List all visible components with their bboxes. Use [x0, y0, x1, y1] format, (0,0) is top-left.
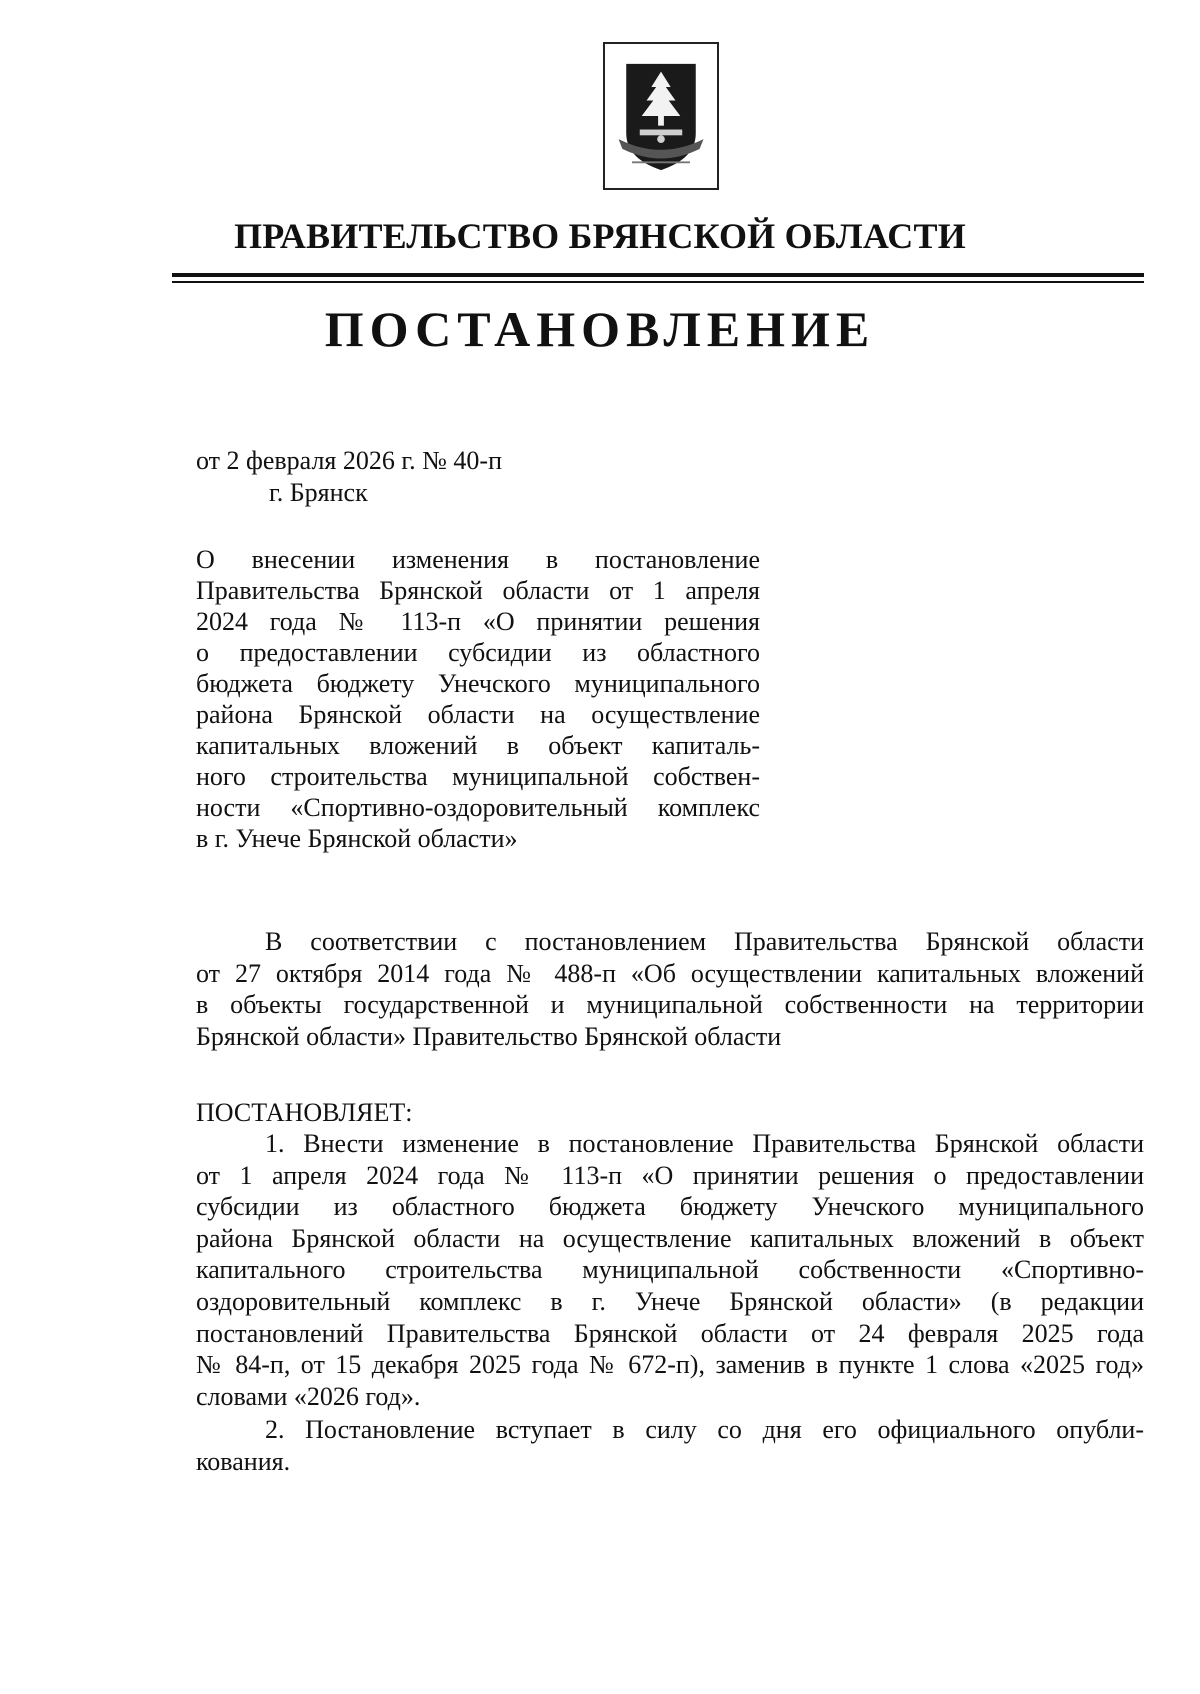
paragraph-line: постановлений Правительства Брянской области от 24 февраля 2025 года [196, 1318, 1144, 1348]
paragraph-line: словами «2026 год». [196, 1381, 421, 1411]
paragraph-line: кования. [196, 1446, 291, 1476]
title-line: о предоставлении субсидии из областного [196, 638, 760, 667]
decree-word [196, 1097, 1144, 1129]
document-city: г. Брянск [269, 478, 368, 507]
paragraph-line: В соответствии с постановлением Правительства Брянской области [265, 927, 1144, 956]
title-line: 2024 года № 113-п «О принятии решения [196, 607, 760, 636]
paragraph-line: № 84-п, от 15 декабря 2025 года № 672-п), заменив в пункте 1 слова «2025 год» [196, 1350, 1144, 1380]
paragraph-line: ПОСТАНОВЛЯЕТ: [196, 1098, 413, 1127]
title-line: Правительства Брянской области от 1 апреля [196, 576, 760, 605]
paragraph-line: от 27 октября 2014 года № 488-п «Об осуществлении капитальных вложений [196, 958, 1144, 988]
item-1-paragraph [196, 1128, 1144, 1412]
header-rule-thin [172, 281, 1144, 283]
document-type: ПОСТАНОВЛЕНИЕ [324, 301, 876, 357]
title-line: капитальных вложений в объект капиталь- [196, 731, 760, 760]
paragraph-line: субсидии из областного бюджета бюджету Унечского муниципального [196, 1192, 1144, 1222]
paragraph-line: 1. Внести изменение в постановление Правительства Брянской области [265, 1129, 1144, 1158]
preamble-paragraph [196, 926, 1144, 1052]
paragraph-line: от 1 апреля 2024 года № 113-п «О принятии решения о предоставлении [196, 1160, 1144, 1190]
organization-name: ПРАВИТЕЛЬСТВО БРЯНСКОЙ ОБЛАСТИ [234, 216, 966, 256]
paragraph-line: в объекты государственной и муниципальной собственности на территории [196, 990, 1144, 1020]
document-title [196, 544, 760, 854]
title-line: О внесении изменения в постановление [196, 545, 760, 574]
paragraph-line: района Брянской области на осуществление капитальных вложений в объект [196, 1223, 1144, 1253]
title-line: ного строительства муниципальной собствен- [196, 762, 760, 791]
coat-of-arms-emblem [603, 42, 719, 190]
title-line: бюджета бюджету Унечского муниципального [196, 669, 760, 698]
header-rule-thick [172, 273, 1144, 277]
paragraph-line: Брянской области» Правительство Брянской области [196, 1021, 782, 1051]
title-line: в г. Унече Брянской области» [196, 824, 518, 853]
title-line: района Брянской области на осуществление [196, 700, 760, 729]
document-date-number: от 2 февраля 2026 г. № 40-п [196, 446, 502, 475]
paragraph-line: оздоровительный комплекс в г. Унече Брянской области» (в редакции [196, 1286, 1144, 1316]
title-line: ности «Спортивно-оздоровительный комплекс [196, 793, 760, 822]
paragraph-line: 2. Постановление вступает в силу со дня его официального опубли- [265, 1415, 1144, 1444]
item-2-paragraph [196, 1414, 1144, 1477]
paragraph-line: капитального строительства муниципальной собственности «Спортивно- [196, 1255, 1144, 1285]
